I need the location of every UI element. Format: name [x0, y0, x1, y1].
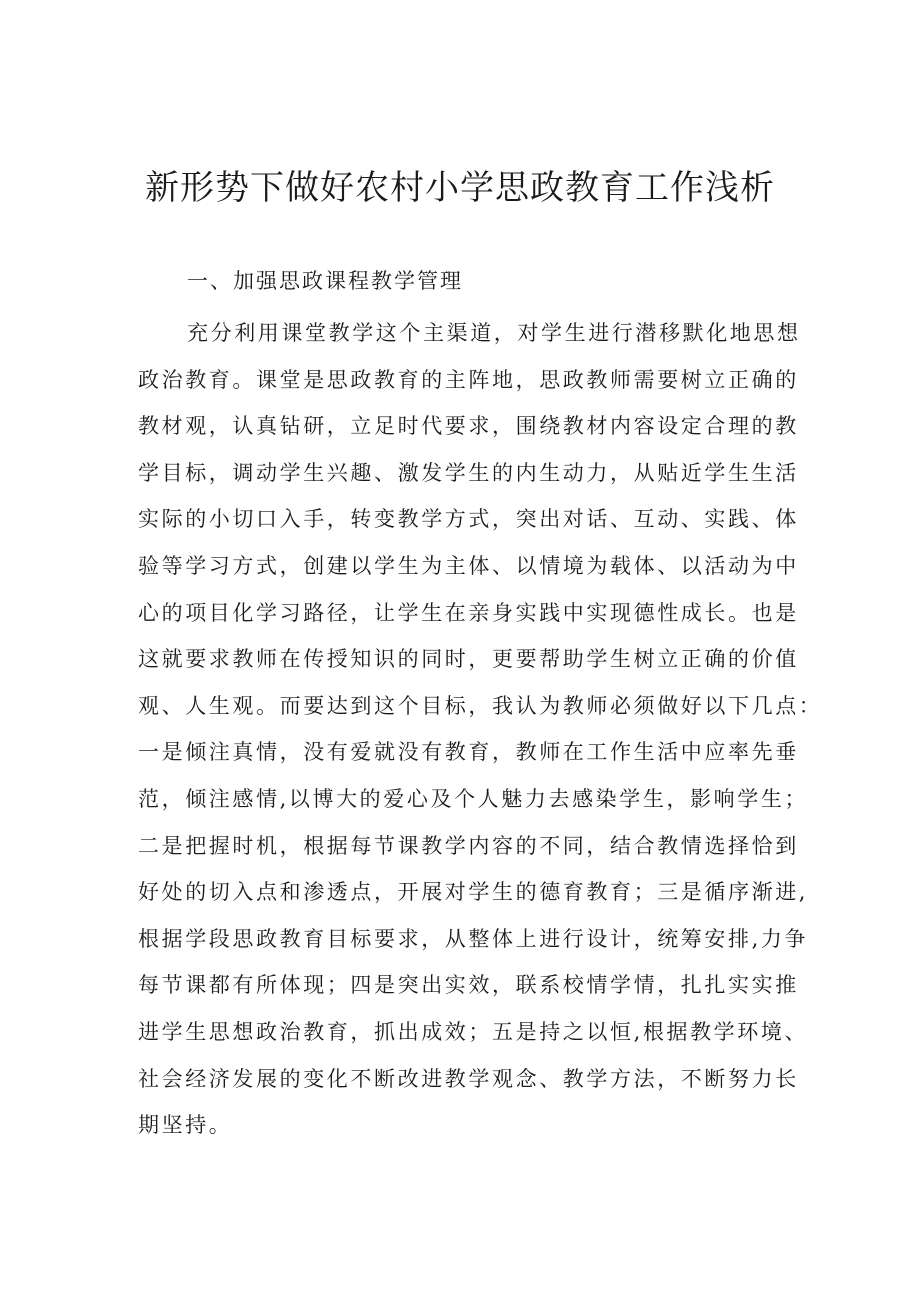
body-paragraph — [138, 310, 823, 1149]
section-heading: 一、加强思政课程教学管理 — [187, 269, 463, 293]
paragraph-line: 教材观，认真钻研，立足时代要求，围绕教材内容设定合理的教 — [138, 414, 799, 439]
paragraph-line: 范，倾注感情,以博大的爱心及个人魅力去感染学生，影响学生； — [138, 786, 809, 811]
paragraph-line: 充分利用课堂教学这个主渠道，对学生进行潜移默化地思想 — [187, 321, 801, 345]
paragraph-line: 实际的小切口入手，转变教学方式，突出对话、互动、实践、体 — [138, 507, 799, 532]
paragraph-line: 这就要求教师在传授知识的同时，更要帮助学生树立正确的价值 — [138, 647, 799, 672]
paragraph-line: 观、人生观。而要达到这个目标，我认为教师必须做好以下几点： — [138, 693, 823, 718]
paragraph-line: 期坚持。 — [138, 1113, 233, 1138]
document-title: 新形势下做好农村小学思政教育工作浅析 — [145, 168, 775, 208]
paragraph-line: 根据学段思政教育目标要求，从整体上进行设计，统筹安排,力争 — [138, 926, 809, 951]
paragraph-line: 政治教育。课堂是思政教育的主阵地，思政教师需要树立正确的 — [138, 367, 799, 392]
paragraph-line: 好处的切入点和渗透点，开展对学生的德育教育；三是循序渐进, — [138, 880, 809, 905]
paragraph-line: 二是把握时机，根据每节课教学内容的不同，结合教情选择恰到 — [138, 833, 799, 858]
paragraph-line: 每节课都有所体现；四是突出实效，联系校情学情，扎扎实实推 — [138, 973, 799, 998]
paragraph-line: 进学生思想政治教育，抓出成效；五是持之以恒,根据教学环境、 — [138, 1019, 809, 1044]
paragraph-line: 社会经济发展的变化不断改进教学观念、教学方法，不断努力长 — [138, 1066, 799, 1091]
paragraph-line: 验等学习方式，创建以学生为主体、以情境为载体、以活动为中 — [138, 553, 799, 578]
paragraph-line: 一是倾注真情，没有爱就没有教育，教师在工作生活中应率先垂 — [138, 740, 799, 765]
paragraph-line: 学目标，调动学生兴趣、激发学生的内生动力，从贴近学生生活 — [138, 460, 799, 485]
paragraph-line: 心的项目化学习路径，让学生在亲身实践中实现德性成长。也是 — [138, 600, 799, 625]
